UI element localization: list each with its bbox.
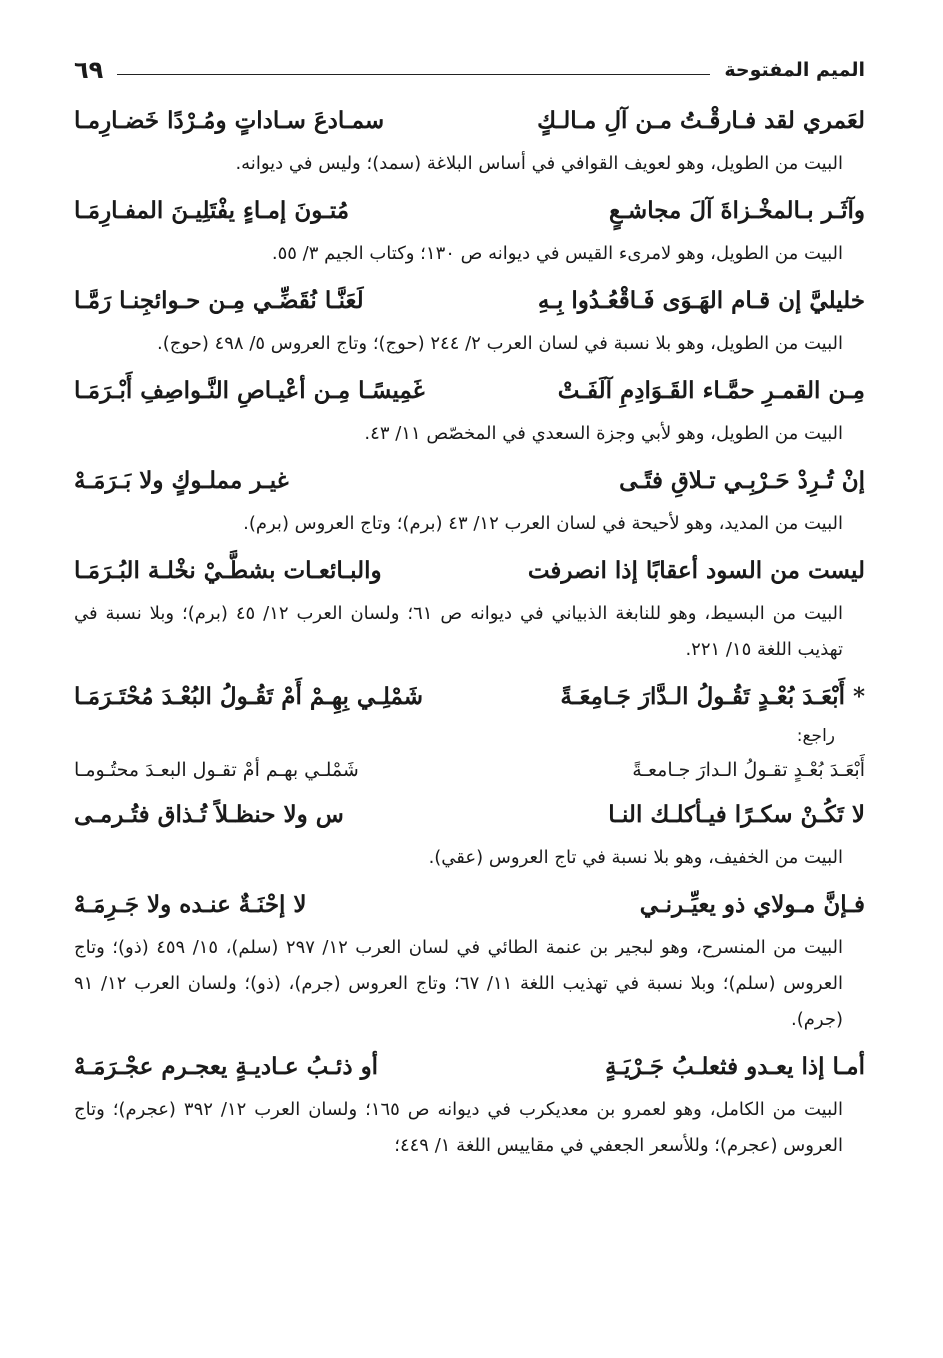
second-hemistich: لا إحْنَـةٌ عنـده ولا جَـرِمَـهْ <box>74 891 307 918</box>
second-hemistich: مُتـونَ إمـاءٍ يفْتَلِيـنَ المفـارِمَـا <box>74 197 350 224</box>
entry <box>74 880 865 1038</box>
first-hemistich: ليست من السود أعقابًا إذا انصرفت <box>527 557 865 584</box>
second-hemistich: شَمْلِـي بِهِـمْ أَمْ تَقُـولُ البُعْـدَ مُحْتَـرَمَـا <box>74 683 424 710</box>
verse-note: البيت من الطويل، وهو بلا نسبة في لسان العرب ٢/ ٢٤٤ (حوج)؛ وتاج العروس ٥/ ٤٩٨ (حوج). <box>157 333 843 354</box>
verse-note: البيت من الطويل، وهو لعويف القوافي في أساس البلاغة (سمد)؛ وليس في ديوانه. <box>235 153 843 174</box>
first-hemistich: خليليَّ إن قـام الهَـوَى فَـاقْعُـدُوا بِـهِ <box>537 287 865 314</box>
verse-note: البيت من الطويل، وهو لامرىء القيس في ديوانه ص ١٣٠؛ وكتاب الجيم ٣/ ٥٥. <box>271 243 843 264</box>
second-hemistich: س ولا حنظـلاً تُـذاق فتُـرمـى <box>74 801 344 828</box>
verse-note: البيت من الخفيف، وهو بلا نسبة في تاج العروس (عقي). <box>428 847 843 868</box>
first-hemistich: فـإنَّ مـولاي ذو يعيِّـرنـي <box>639 891 865 918</box>
second-hemistich: شَمْلـي بهـم أمْ تقـول البعـدَ محتُـومـا <box>74 759 359 781</box>
verse-line <box>74 186 865 236</box>
verse-line <box>74 1042 865 1092</box>
verse-line <box>74 546 865 596</box>
entry <box>74 366 865 452</box>
entry <box>74 456 865 542</box>
see-also-label: راجع: <box>796 726 835 746</box>
verse-note: البيت من البسيط، وهو للنابغة الذبياني في ديوانه ص ٦١؛ ولسان العرب ١٢/ ٤٥ (برم)؛ وبلا نسبة في تهذيب اللغة ١٥/ ٢٢١. <box>74 603 843 660</box>
second-hemistich: لَعَنَّـا نُقَضِّـي مِـن حـوائجِنـا رَمَّـا <box>74 287 364 314</box>
reference-verse-line <box>74 750 865 790</box>
entry <box>74 1042 865 1164</box>
verse-line <box>74 96 865 146</box>
page-number: ٦٩ <box>74 56 104 84</box>
second-hemistich: غَمِيسًـا مِـن أعْيـاصِ النَّـواصِفِ أَبْـرَمَـا <box>74 377 425 404</box>
verse-line <box>74 456 865 506</box>
entry <box>74 276 865 362</box>
verse-line <box>74 880 865 930</box>
entry <box>74 672 865 790</box>
entry <box>74 546 865 668</box>
verse-line <box>74 366 865 416</box>
second-hemistich: سمـادعَ سـاداتٍ ومُـرْدًا خَضـارِمـا <box>74 107 385 134</box>
verse-line <box>74 276 865 326</box>
first-hemistich: لعَمري لقد فـارقْـتُ مـن آلِ مـالـكٍ <box>537 107 865 134</box>
header-rule <box>117 74 710 75</box>
entry <box>74 96 865 182</box>
first-hemistich: أَبْعَـدَ بُعْـدٍ تقـولُ الـدارَ جـامعـةً <box>632 759 865 781</box>
verse-note: البيت من الطويل، وهو لأبي وجزة السعدي في المخصّص ١١/ ٤٣. <box>364 423 843 444</box>
first-hemistich: وآثَـر بـالمخْـزاةَ آلَ مجاشـعٍ <box>608 197 865 224</box>
first-hemistich: أمـا إذا يعـدو فثعلـبُ جَـرْيَـةٍ <box>604 1053 865 1080</box>
second-hemistich: غيـر مملـوكٍ ولا بَـرَمَـهْ <box>74 467 289 494</box>
first-hemistich: لا تَكُـنْ سكـرًا فيـأكلـك النـا <box>608 801 865 828</box>
verse-line <box>74 790 865 840</box>
first-hemistich: إنْ تُـرِدْ حَـرْبِـي تـلاقِ فتًـى <box>619 467 865 494</box>
second-hemistich: والبـائعـات بشطَّـيْ نخْلـة البُـرَمَـا <box>74 557 382 584</box>
running-title: الميم المفتوحة <box>724 59 865 81</box>
verse-note: البيت من الكامل، وهو لعمرو بن معديكرب في ديوانه ص ١٦٥؛ ولسان العرب ١٢/ ٣٩٢ (عجرم)؛ وتاج العروس (عجرم)؛ وللأسعر الجعفي في مقاييس اللغة ١/ ٤٤٩؛ <box>74 1099 843 1156</box>
page-header <box>74 50 865 90</box>
second-hemistich: أو ذئـبُ عـاديـةٍ يعجـرم عجْـرَمَـهْ <box>74 1053 379 1080</box>
verse-note: البيت من المنسرح، وهو لبجير بن عنمة الطائي في لسان العرب ١٢/ ٢٩٧ (سلم)، ١٥/ ٤٥٩ (ذو)؛ وتاج العروس (سلم)؛ وبلا نسبة في تهذيب اللغة ١١/ ٦٧؛ وتاج العروس (جرم)، (ذو)؛ ولسان العرب ١٢/ ٩١ (جرم). <box>74 937 843 1030</box>
entry <box>74 790 865 876</box>
first-hemistich: مِـن القمـرِ حمَّـاء القَـوَادِمِ آلَفَـتْ <box>557 377 865 404</box>
entry <box>74 186 865 272</box>
first-hemistich: * أَبْعَـدَ بُعْـدٍ تَقُـولُ الـدَّارَ جَـامِعَـةً <box>560 683 865 710</box>
verse-line <box>74 672 865 722</box>
verse-note: البيت من المديد، وهو لأحيحة في لسان العرب ١٢/ ٤٣ (برم)؛ وتاج العروس (برم). <box>243 513 843 534</box>
